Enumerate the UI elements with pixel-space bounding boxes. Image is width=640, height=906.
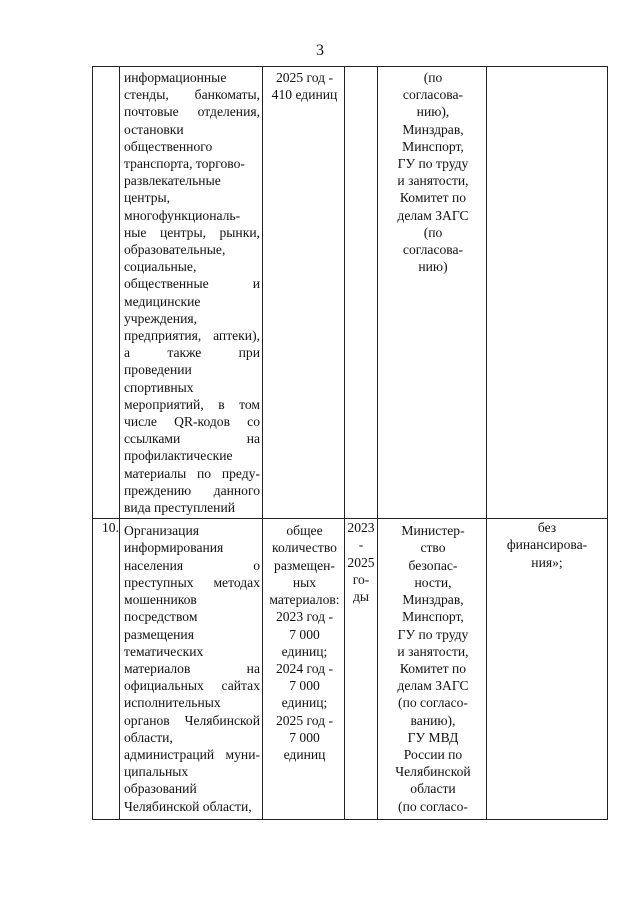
- measure-name-line: области,: [124, 729, 173, 745]
- measure-name-line: информирования: [124, 540, 224, 556]
- indicator-line: общее: [286, 523, 323, 539]
- executor-cell: [378, 519, 487, 820]
- indicator-line: материалов:: [269, 592, 340, 608]
- financing-line: без: [537, 520, 557, 536]
- measure-name-line: ципальных: [124, 764, 189, 780]
- measure-name-line: центры,: [124, 190, 171, 206]
- measure-name-line: профилактические: [124, 448, 233, 464]
- executor-line: Минспорт,: [402, 138, 464, 154]
- measure-name-line: мероприятий, в том: [124, 396, 260, 412]
- executor-line: нию),: [416, 104, 450, 120]
- measure-name-line: материалы по преду-: [124, 465, 260, 481]
- measure-name-line: числе QR-кодов со: [124, 414, 260, 430]
- financing-cell: [487, 67, 608, 519]
- measure-name-cell: [120, 519, 263, 820]
- measure-name-line: а также при: [124, 345, 260, 361]
- executor-cell: [378, 67, 487, 519]
- row-number: 10.: [102, 520, 119, 536]
- executor-line: ГУ по труду: [397, 156, 469, 172]
- measure-name-line: размещения: [124, 626, 194, 642]
- indicator-line: 7 000: [289, 626, 320, 642]
- executor-line: (по: [423, 70, 443, 85]
- term-line: го-: [352, 571, 370, 587]
- indicator-line: 2025 год -: [275, 712, 334, 728]
- table-row: [93, 519, 608, 820]
- measure-name-line: вида преступлений: [124, 500, 235, 516]
- measure-name-line: транспорта, торгово-: [124, 156, 245, 172]
- executor-line: делам ЗАГС: [397, 207, 469, 223]
- indicator-line: единиц;: [281, 643, 328, 659]
- indicator-line: 2025 год -: [275, 70, 334, 85]
- measure-name-line: общественного: [124, 138, 213, 154]
- executor-line: ство: [420, 540, 446, 556]
- row-number-cell: [93, 67, 120, 519]
- measure-name-line: населения о: [124, 557, 260, 573]
- executor-line: согласова-: [402, 242, 464, 258]
- measure-name-line: тематических: [124, 643, 204, 659]
- measure-name-line: ные центры, рынки,: [124, 224, 260, 240]
- measure-name-line: образовательные,: [124, 242, 226, 258]
- executor-line: нию): [418, 259, 448, 275]
- executor-line: Минспорт,: [402, 609, 464, 625]
- measure-name-line: информационные: [124, 70, 227, 85]
- indicator-line: размещен-: [274, 557, 335, 573]
- measure-name-line: Челябинской области,: [124, 798, 252, 814]
- executor-line: ванию),: [410, 712, 456, 728]
- page-number: 3: [316, 42, 324, 59]
- indicator-cell: [263, 67, 345, 519]
- executor-line: области: [410, 781, 456, 797]
- indicator-cell: [263, 519, 345, 820]
- indicator-line: единиц;: [281, 695, 328, 711]
- measure-name-line: ссылками на: [124, 431, 260, 447]
- measure-name-line: спортивных: [124, 379, 194, 395]
- executor-line: (по согласо-: [398, 798, 468, 814]
- indicator-line: 2024 год -: [275, 660, 334, 676]
- measure-name-line: учреждения,: [124, 310, 198, 326]
- measure-name-line: преждению данного: [124, 482, 260, 498]
- executor-line: Комитет по: [399, 660, 467, 676]
- indicator-line: количество: [272, 540, 337, 556]
- executor-line: Минздрав,: [402, 121, 464, 137]
- executor-line: безопас-: [408, 557, 458, 573]
- executor-line: Минздрав,: [402, 592, 464, 608]
- measures-table: [92, 66, 608, 820]
- measure-name-line: мошенников: [124, 592, 197, 608]
- measure-name-line: администраций муни-: [124, 746, 260, 762]
- indicator-line: 2023 год -: [275, 609, 334, 625]
- measure-name-line: общественные и: [124, 276, 260, 292]
- table-row: [93, 67, 608, 519]
- executor-line: ГУ по труду: [397, 626, 469, 642]
- executor-line: (по: [423, 224, 443, 240]
- term-line: -: [358, 537, 364, 553]
- term-cell: [345, 519, 378, 820]
- measure-name-line: социальные,: [124, 259, 197, 275]
- term-cell: [345, 67, 378, 519]
- executor-line: России по: [403, 746, 463, 762]
- indicator-line: единиц: [283, 746, 326, 762]
- measure-name-line: образований: [124, 781, 197, 797]
- measure-name-line: почтовые отделения,: [124, 104, 260, 120]
- executor-line: Челябинской: [395, 764, 471, 780]
- executor-line: ности,: [414, 574, 452, 590]
- measure-name-line: исполнительных: [124, 695, 221, 711]
- measure-name-line: предприятия, аптеки),: [124, 328, 260, 344]
- executor-line: и занятости,: [397, 173, 469, 189]
- indicator-line: 410 единиц: [271, 87, 338, 103]
- term-line: 2023: [347, 520, 375, 536]
- indicator-line: 7 000: [289, 729, 320, 745]
- measure-name-line: посредством: [124, 609, 198, 625]
- measure-name-line: органов Челябинской: [124, 712, 260, 728]
- financing-line: ния»;: [531, 554, 563, 570]
- measure-name-line: многофункциональ-: [124, 207, 241, 223]
- measure-name-line: развлекательные: [124, 173, 221, 189]
- indicator-line: ных: [292, 574, 317, 590]
- executor-line: согласова-: [402, 87, 464, 103]
- measure-name-cell: [120, 67, 263, 519]
- indicator-line: 7 000: [289, 678, 320, 694]
- executor-line: и занятости,: [397, 643, 469, 659]
- measure-name-line: проведении: [124, 362, 192, 378]
- executor-line: Комитет по: [399, 190, 467, 206]
- executor-line: Министер-: [401, 523, 465, 539]
- executor-line: ГУ МВД: [407, 729, 459, 745]
- term-line: ды: [352, 589, 370, 605]
- executor-line: (по согласо-: [398, 695, 468, 711]
- term-line: 2025: [347, 554, 375, 570]
- measure-name-line: преступных методах: [124, 574, 260, 590]
- row-number-cell: [93, 519, 120, 820]
- measure-name-line: материалов на: [124, 660, 260, 676]
- measure-name-line: Организация: [124, 523, 199, 539]
- measure-name-line: остановки: [124, 121, 184, 137]
- measure-name-line: официальных сайтах: [124, 678, 260, 694]
- financing-line: финансирова-: [506, 537, 588, 553]
- financing-cell: [487, 519, 608, 820]
- measure-name-line: стенды, банкоматы,: [124, 87, 260, 103]
- measure-name-line: медицинские: [124, 293, 201, 309]
- executor-line: делам ЗАГС: [397, 678, 469, 694]
